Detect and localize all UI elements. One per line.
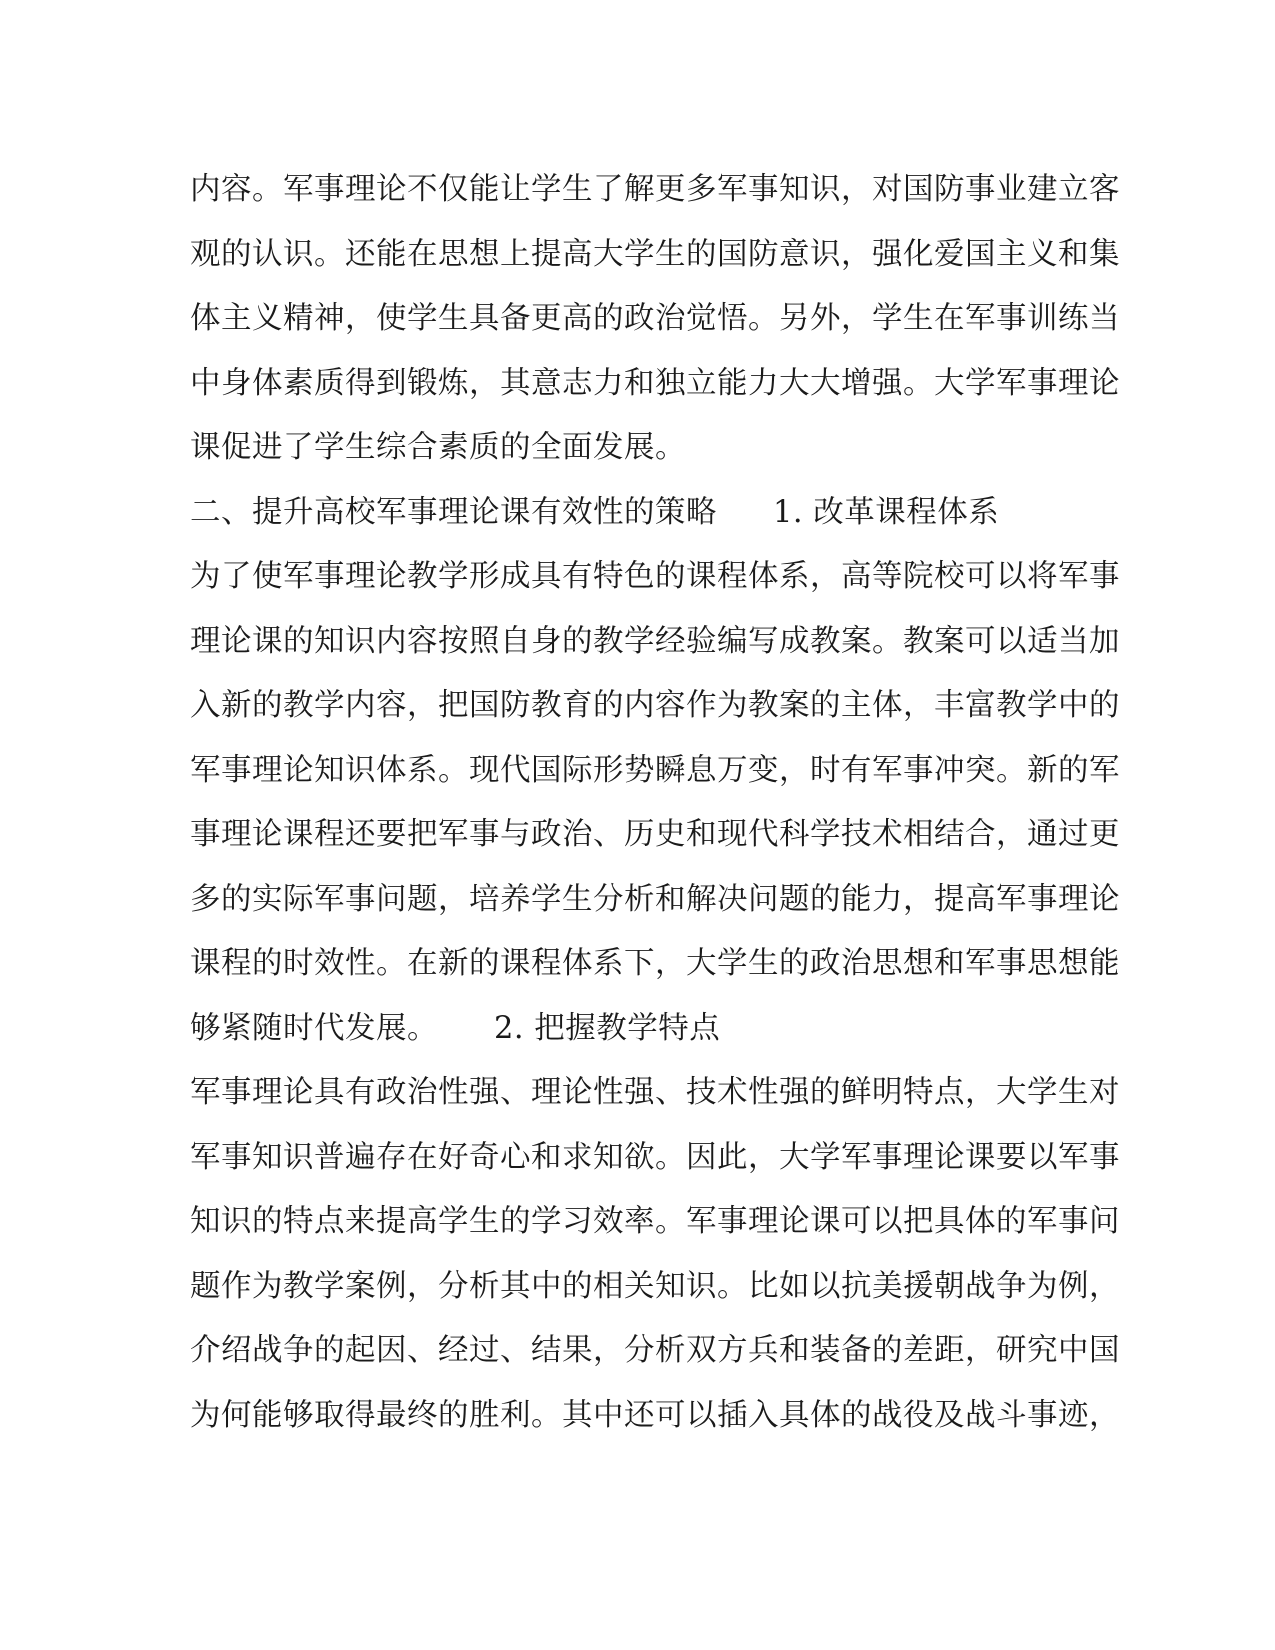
text-line: 介绍战争的起因、经过、结果，分析双方兵和装备的差距，研究中国 [190, 1333, 1120, 1368]
text-line: 内容。军事理论不仅能让学生了解更多军事知识，对国防事业建立客 [190, 172, 1120, 207]
text-line: 军事知识普遍存在好奇心和求知欲。因此，大学军事理论课要以军事 [190, 1139, 1120, 1175]
text-line: 中身体素质得到锻炼，其意志力和独立能力大大增强。大学军事理论 [190, 365, 1120, 401]
document-body [190, 158, 1120, 1448]
text-line: 体主义精神，使学生具备更高的政治觉悟。另外，学生在军事训练当 [190, 301, 1120, 336]
text-line: 课促进了学生综合素质的全面发展。 [190, 430, 686, 465]
text-line: 为何能够取得最终的胜利。其中还可以插入具体的战役及战斗事迹， [190, 1397, 1120, 1433]
text-line: 为了使军事理论教学形成具有特色的课程体系，高等院校可以将军事 [190, 559, 1120, 594]
text-line: 课程的时效性。在新的课程体系下，大学生的政治思想和军事思想能 [190, 946, 1120, 981]
text-line: 入新的教学内容，把国防教育的内容作为教案的主体，丰富教学中的 [190, 688, 1120, 723]
text-line: 多的实际军事问题，培养学生分析和解决问题的能力，提高军事理论 [190, 881, 1120, 917]
subsection-heading: 2. 把握教学特点 [494, 1010, 721, 1046]
text-line: 军事理论知识体系。现代国际形势瞬息万变，时有军事冲突。新的军 [190, 752, 1120, 788]
text-line: 军事理论具有政治性强、理论性强、技术性强的鲜明特点，大学生对 [190, 1075, 1120, 1110]
text-line: 题作为教学案例，分析其中的相关知识。比如以抗美援朝战争为例， [190, 1268, 1120, 1304]
text-line-with-heading [190, 997, 1070, 1062]
text-line: 观的认识。还能在思想上提高大学生的国防意识，强化爱国主义和集 [190, 236, 1120, 272]
text-line: 事理论课程还要把军事与政治、历史和现代科学技术相结合，通过更 [190, 817, 1120, 852]
text-line: 知识的特点来提高学生的学习效率。军事理论课可以把具体的军事问 [190, 1204, 1120, 1239]
section-heading: 二、提升高校军事理论课有效性的策略 [190, 494, 717, 530]
subsection-heading: 1. 改革课程体系 [773, 494, 1000, 530]
section-heading-line [190, 481, 1070, 546]
text-line: 理论课的知识内容按照自身的教学经验编写成教案。教案可以适当加 [190, 623, 1120, 659]
text-fragment: 够紧随时代发展。 [190, 1010, 438, 1046]
